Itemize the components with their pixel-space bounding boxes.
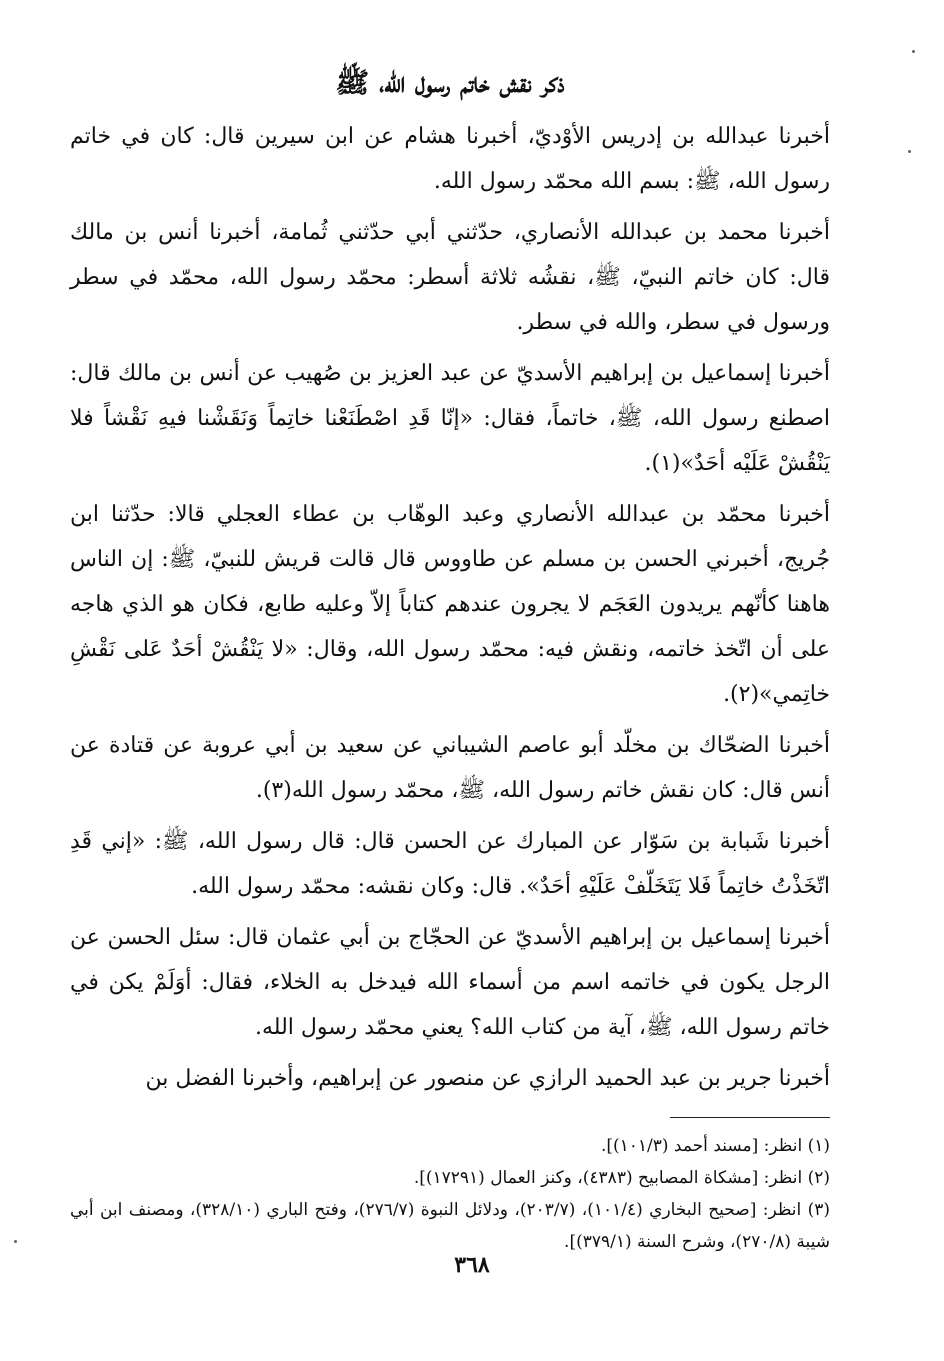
paragraph: أخبرنا محمّد بن عبدالله الأنصاري وعبد الوهّاب بن عطاء العجلي قالا: حدّثنا ابن جُريج، أخبرني الحسن بن مسلم عن طاووس قال قالت قريش للنبيّ، ﷺ: إن الناس هاهنا كأنّهم يريدون العَجَم لا يجرون عندهم كتاباً إلاّ وعليه طابع، فكان هو الذي هاجه على أن اتّخذ خاتمه، ونقش فيه: محمّد رسول الله، وقال: «لا يَنْقُشْ أحَدٌ عَلى نَقْشِ خاتِمي»(٢).	[70, 502, 830, 707]
scan-speck	[912, 50, 915, 53]
scan-speck	[14, 1240, 17, 1243]
paragraph: أخبرنا إسماعيل بن إبراهيم الأسديّ عن الحجّاج بن أبي عثمان قال: سئل الحسن عن الرجل يكون في خاتمه اسم من أسماء الله فيدخل به الخلاء، فقال: أوَلَمْ يكن في خاتم رسول الله، ﷺ، آية من كتاب الله؟ يعني محمّد رسول الله.	[70, 925, 830, 1040]
page-title: ذكر نقش خاتم رسول الله، ﷺ	[335, 66, 565, 99]
footnote: (١) انظر: [مسند أحمد (١٠١/٣)].	[600, 1136, 830, 1156]
paragraph: أخبرنا محمد بن عبدالله الأنصاري، حدّثني أبي حدّثني ثُمامة، أخبرنا أنس بن مالك قال: كان خاتم النبيّ، ﷺ، نقشُه ثلاثة أسطر: محمّد رسول الله، محمّد في سطر ورسول في سطر، والله في سطر.	[70, 220, 830, 335]
page-body	[70, 62, 830, 1258]
footnote-divider	[670, 1117, 830, 1118]
paragraph: أخبرنا الضحّاك بن مخلّد أبو عاصم الشيباني عن سعيد بن أبي عروبة عن قتادة عن أنس قال: كان نقش خاتم رسول الله، ﷺ، محمّد رسول الله(٣).	[70, 733, 830, 803]
paragraph: أخبرنا عبدالله بن إدريس الأوْديّ، أخبرنا هشام عن ابن سيرين قال: كان في خاتم رسول الله، ﷺ: بسم الله محمّد رسول الله.	[70, 124, 830, 194]
paragraph: أخبرنا شَبابة بن سَوّار عن المبارك عن الحسن قال: قال رسول الله، ﷺ: «إني قَدِ اتّخَذْتُ خاتِماً فَلا يَتَخَلّفْ عَلَيْهِ أحَدٌ». قال: وكان نقشه: محمّد رسول الله.	[70, 829, 830, 899]
scan-speck	[908, 150, 911, 153]
footnotes	[70, 1130, 830, 1258]
page-number: ٣٦٨	[454, 1252, 490, 1278]
paragraph: أخبرنا إسماعيل بن إبراهيم الأسديّ عن عبد العزيز بن صُهيب عن أنس بن مالك قال: اصطنع رسول الله، ﷺ، خاتماً، فقال: «إنّا قَدِ اصْطَنَعْنا خاتِماً وَنَقَشْنا فيهِ نَقْشاً فلا يَنْقُشْ عَلَيْه أحَدٌ»(١).	[70, 361, 830, 476]
footnote: (٢) انظر: [مشكاة المصابيح (٤٣٨٣)، وكنز العمال (١٧٢٩١)].	[413, 1168, 830, 1188]
paragraph: أخبرنا جرير بن عبد الحميد الرازي عن منصور عن إبراهيم، وأخبرنا الفضل بن	[145, 1066, 830, 1091]
footnote: (٣) انظر: [صحيح البخاري (١٠١/٤)، (٢٠٣/٧)، ودلائل النبوة (٢٧٦/٧)، وفتح الباري (٣٢٨/١٠)، ومصنف ابن أبي شيبة (٢٧٠/٨)، وشرح السنة (٣٧٩/١)].	[70, 1200, 830, 1252]
